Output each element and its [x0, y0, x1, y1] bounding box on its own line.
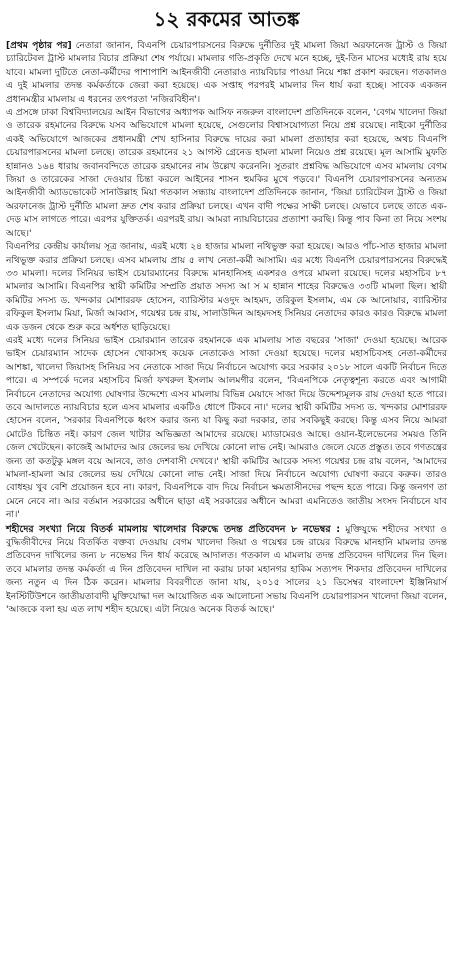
continuation-tag: [প্রথম পৃষ্ঠার পর]: [6, 41, 72, 51]
article-paragraph-5: [6, 523, 447, 618]
article-headline: ১২ রকমের আতঙ্ক: [153, 7, 300, 31]
article-paragraph-4: এরই মধ্যে দলের সিনিয়র ভাইস চেয়ারম্যান তারেক রহমানকে এক মামলায় সাত বছরের 'সাজা' দেওয়া হয়েছে। আরেক ভাইস চেয়ারম্যান সাদেক হোসেন খোকাসহ কয়েক নেতাকেও সাজা দেওয়া হয়েছে। দলের মহাসচিবসহ নেতা-কর্মীদের আশঙ্কা, খালেদা জিয়াসহ সিনিয়র সব নেতাকে সাজা দিয়ে নির্বাচনে অযোগ্য করে সরকার ২০১৮ সালে একটি নির্বাচন দিতে পারে। এ সম্পর্কে দলের মহাসচিব মির্জা ফখরুল ইসলাম আলমগীর বলেন, 'বিএনপিকে নেতৃত্বশূন্য করতে এবং আগামী নির্বাচনে নেতাদের অযোগ্য ঘোষণার উদ্দেশ্যে এসব মামলায় বিভিন্ন মেয়াদে সাজা দিয়ে উদ্দেশ্যমূলক রায় দেওয়া হতে পারে। তবে আদালতে ন্যায়বিচার হলে এসব মামলার একটিও ধোপে টিকবে না।' দলের স্থায়ী কমিটির সদস্য ড. খন্দকার মোশাররফ হোসেন বলেন, 'সরকার বিএনপিকে ধ্বংস করার জন্য যা কিছু করা দরকার, তার সবকিছুই করছে। কিন্তু এসব নিয়ে আমরা মোটেও চিন্তিত নই। কারণ জেল খাটার অভিজ্ঞতা আমাদের রয়েছে। ম্যাডামেরও আছে। ওয়ান-ইলেভেনের সময়ও তিনি জেল খেটেছেন। কাজেই আমাদের আর জেলের ভয় দেখিয়ে কোনো লাভ নেই। আমরাও জেলে যেতে প্রস্তুত। তবে গণতন্ত্রের জন্য তা কতটুকু মঙ্গল বয়ে আনবে, তাও দেশবাসী দেখবে।' স্থায়ী কমিটির আরেক সদস্য গয়েশ্বর চন্দ্র রায় বলেন, 'আমাদের মামলা-হামলা আর জেলের ভয় দেখিয়ে কোনো লাভ নেই। সাজা দিয়ে নির্বাচনে অযোগ্য ঘোষণা করবে করুক। তারও বোধহয় খুব বেশি প্রয়োজন হবে না। কারণ, বিএনপিকে বাদ দিয়ে নির্বাচন ক্ষমতাসীনদের পছন্দ হতে পারে। কিন্তু জনগণ তা মেনে নেবে না। আর বর্তমান সরকারের অধীনে ছাড়া এই সরকারের অধীনে আমরা এমনিতেও জাতীয় সংসদ নির্বাচনে যাব না।': [6, 335, 447, 521]
article-paragraph-1: [6, 40, 447, 107]
article-subhead: শহীদের সংখ্যা নিয়ে বিতর্ক মামলায় খালেদার বিরুদ্ধে তদন্ত প্রতিবেদন ৮ নভেম্বর :: [6, 523, 341, 535]
paragraph-text: মুক্তিযুদ্ধে শহীদের সংখ্যা ও বুদ্ধিজীবীদের নিয়ে বিতর্কিত বক্তব্য দেওয়ায় বেগম খালেদা জিয়া ও গয়েশ্বর চন্দ্র রায়ের বিরুদ্ধে মানহানি মামলার তদন্ত প্রতিবেদন দাখিলের জন্য ৮ নভেম্বর দিন ধার্য করেছে আদালত। গতকাল এ মামলায় তদন্ত প্রতিবেদন দাখিলের দিন ছিল। তবে মামলার তদন্ত কর্মকর্তা এ দিন প্রতিবেদন দাখিল না করায় ঢাকা মহানগর হাকিম সত্যপদ শিকদার প্রতিবেদন দাখিলের জন্য নতুন এ দিন ঠিক করেন। মামলার বিবরণীতে জানা যায়, ২০১৫ সালের ২১ ডিসেম্বর বাংলাদেশ ইঞ্জিনিয়ার্স ইনস্টিটিউশনে জাতীয়তাবাদী মুক্তিযোদ্ধা দল আয়োজিত এক আলোচনা সভায় বিএনপি চেয়ারপারসন খালেদা জিয়া বলেন, 'আজকে বলা হয় এত লাখ শহীদ হয়েছে। এটা নিয়েও অনেক বিতর্ক আছে।': [6, 524, 448, 616]
paragraph-text: নেতারা জানান, বিএনপি চেয়ারপারসনের বিরুদ্ধে দুর্নীতির দুই মামলা জিয়া অরফানেজ ট্রাস্ট ও জিয়া চ্যারিটেবল ট্রাস্ট মামলার বিচার প্রক্রিয়া শেষ পর্যায়ে। মামলার গতি-প্রকৃতি দেখে মনে হচ্ছে, দুই-তিন মাসের মধ্যেই রায় হয়ে যাবে। মামলা দুটিতে নেতা-কর্মীদের পাশাপাশি আইনজীবী নেতারাও ন্যায়বিচার পাওয়া নিয়ে শঙ্কা প্রকাশ করছেন। গতকালও এ দুই মামলার তদন্ত কর্মকর্তাকে জেরা করা হয়েছে। এক সপ্তাহ পরপরই মামলার দিন ধার্য করা হচ্ছে। সাবেক একজন প্রধানমন্ত্রীর মামলায় এ ধরনের তৎপরতা 'নজিরবিহীন'।: [6, 41, 447, 105]
article-paragraph-3: বিএনপির কেন্দ্রীয় কার্যালয় সূত্র জানায়, এরই মধ্যে ২৪ হাজার মামলা নথিভুক্ত করা হয়েছে। আরও পাঁচ-সাত হাজার মামলা নথিভুক্ত করার প্রক্রিয়া চলছে। এসব মামলায় প্রায় ৫ লাখ নেতা-কর্মী আসামি। এর মধ্যে বিএনপি চেয়ারপারসনের বিরুদ্ধেই ৩৩ মামলা। দলের সিনিয়র ভাইস চেয়ারম্যানের বিরুদ্ধে মানহানিসহ একশরও ওপরে মামলা রয়েছে। দলের মহাসচিব ৮৭ মামলার আসামি। বিএনপির স্থায়ী কমিটির সম্প্রতি প্রয়াত সদস্য আ স ম হান্নান শাহের বিরুদ্ধেও ৩৩টি মামলা ছিল। স্থায়ী কমিটির সদস্য ড. খন্দকার মোশাররফ হোসেন, ব্যারিস্টার মওদুদ আহমদ, তরিকুল ইসলাম, এম কে আনোয়ার, ব্যারিস্টার রফিকুল ইসলাম মিয়া, মির্জা আব্বাস, গয়েশ্বর চন্দ্র রায়, সালাউদ্দিন আহমদসহ সিনিয়র নেতাদের কারও কারও বিরুদ্ধে মামলা এক ডজন থেকে শুরু করে অর্ধশত ছাড়িয়েছে।: [6, 242, 447, 333]
article-paragraph-2: এ প্রসঙ্গে ঢাকা বিশ্ববিদ্যালয়ের আইন বিভাগের অধ্যাপক আসিফ নজরুল বাংলাদেশ প্রতিদিনকে বলেন, 'বেগম খালেদা জিয়া ও তারেক রহমানের বিরুদ্ধে যসব অভিযোগে মামলা হয়েছে, সেগুলোর বিশ্বাসযোগ্যতা নিয়ে প্রশ্ন রয়েছে। নাইকো দুর্নীতির একই অভিযোগে আজকের প্রধানমন্ত্রী শেখ হাসিনার বিরুদ্ধে দায়ের করা মামলা প্রত্যাহার করা হয়েছে, অথচ বিএনপি চেয়ারপারসনের মামলা চলছে। তারেক রহমানের ২১ আগস্ট গ্রেনেড হামলা মামলা নিয়েও প্রশ্ন রয়েছে। মূল আসামি মুফতি হান্নানও ১৬৪ ধারায় জবানবন্দিতে তারেক রহমানের নাম উল্লেখ করেননি। সুতরাং প্রশ্নবিদ্ধ অভিযোগে এসব মামলায় বেগম জিয়া ও তারেকের সাজা দেওয়ার চিন্তা করলে আইনের শাসন হুমকির মুখে পড়বে।' বিএনপি চেয়ারপারসনের অন্যতম আইনজীবী অ্যাডভোকেট সানাউল্লাহ মিয়া গতকাল সন্ধ্যায় বাংলাদেশ প্রতিদিনকে জানান, 'জিয়া চ্যারিটেবল ট্রাস্ট ও জিয়া অরফানেজ ট্রাস্ট দুর্নীতি মামলা দ্রুত শেষ করার প্রক্রিয়া চলছে। এখন বাদী পক্ষের সাক্ষী চলছে। যেভাবে চলছে তাতে এক-দেড় মাস লাগতে পারে। এরপর যুক্তিতর্ক। এরপরই রায়। আমরা ন্যায়বিচারের প্রত্যাশা করছি। কিন্তু পাব কিনা তা নিয়ে সংশয় আছে।': [6, 108, 447, 239]
